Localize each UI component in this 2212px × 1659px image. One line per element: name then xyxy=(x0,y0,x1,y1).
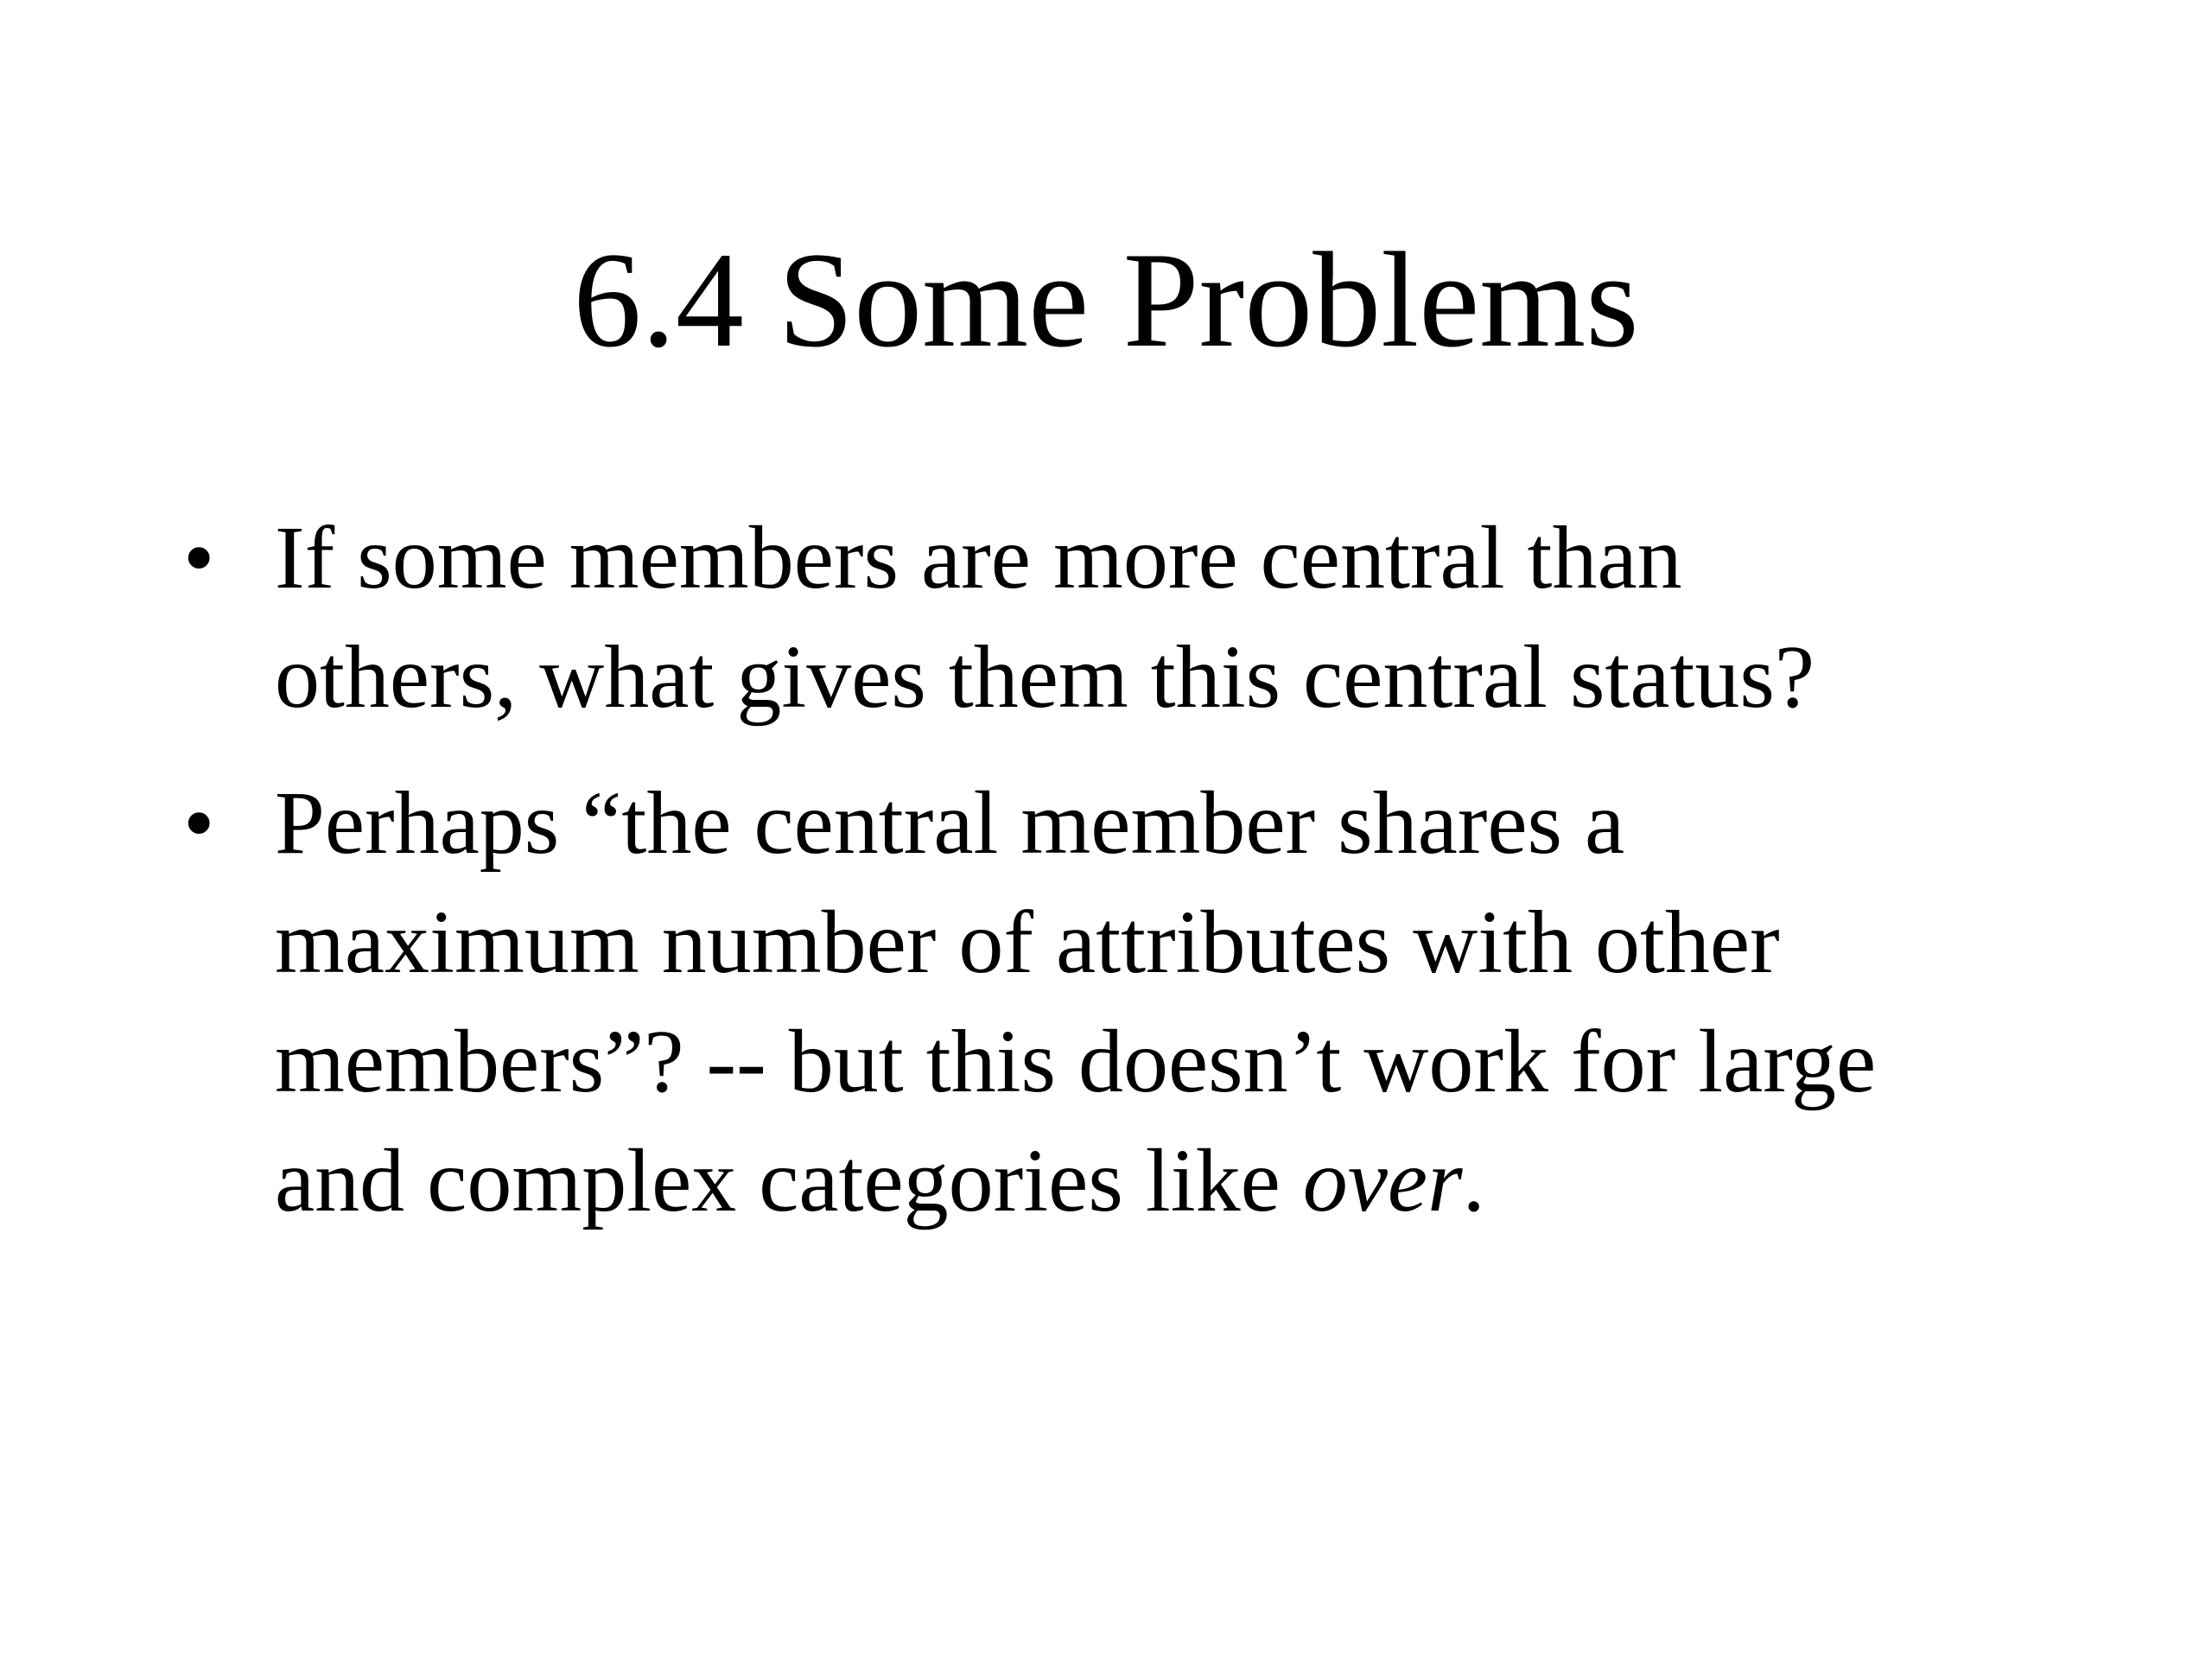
bullet-1-line-2: others, what gives them this central status? xyxy=(275,627,1815,727)
bullet-2-line-3: members”? -- but this doesn’t work for large xyxy=(275,1012,1877,1111)
bullet-1-line-1: If some members are more central than xyxy=(275,508,1682,607)
bullet-text-2 xyxy=(275,764,2107,1241)
bullet-text-1 xyxy=(275,499,2107,737)
bullet-dot-icon: • xyxy=(183,508,215,607)
italic-term-over: over xyxy=(1302,1131,1463,1230)
bullet-2-line-4 xyxy=(275,1122,2107,1241)
bullet-dot-icon: • xyxy=(183,773,215,873)
bullet-2-line-2: maximum number of attributes with other xyxy=(275,893,1780,992)
bullet-2-line-1: Perhaps “the central member shares a xyxy=(275,773,1625,873)
slide-title: 6.4 Some Problems xyxy=(573,225,1639,376)
bullet-2-line-4-prefix: and complex categories like xyxy=(275,1131,1303,1230)
bullet-2-line-4-suffix: . xyxy=(1462,1131,1485,1230)
